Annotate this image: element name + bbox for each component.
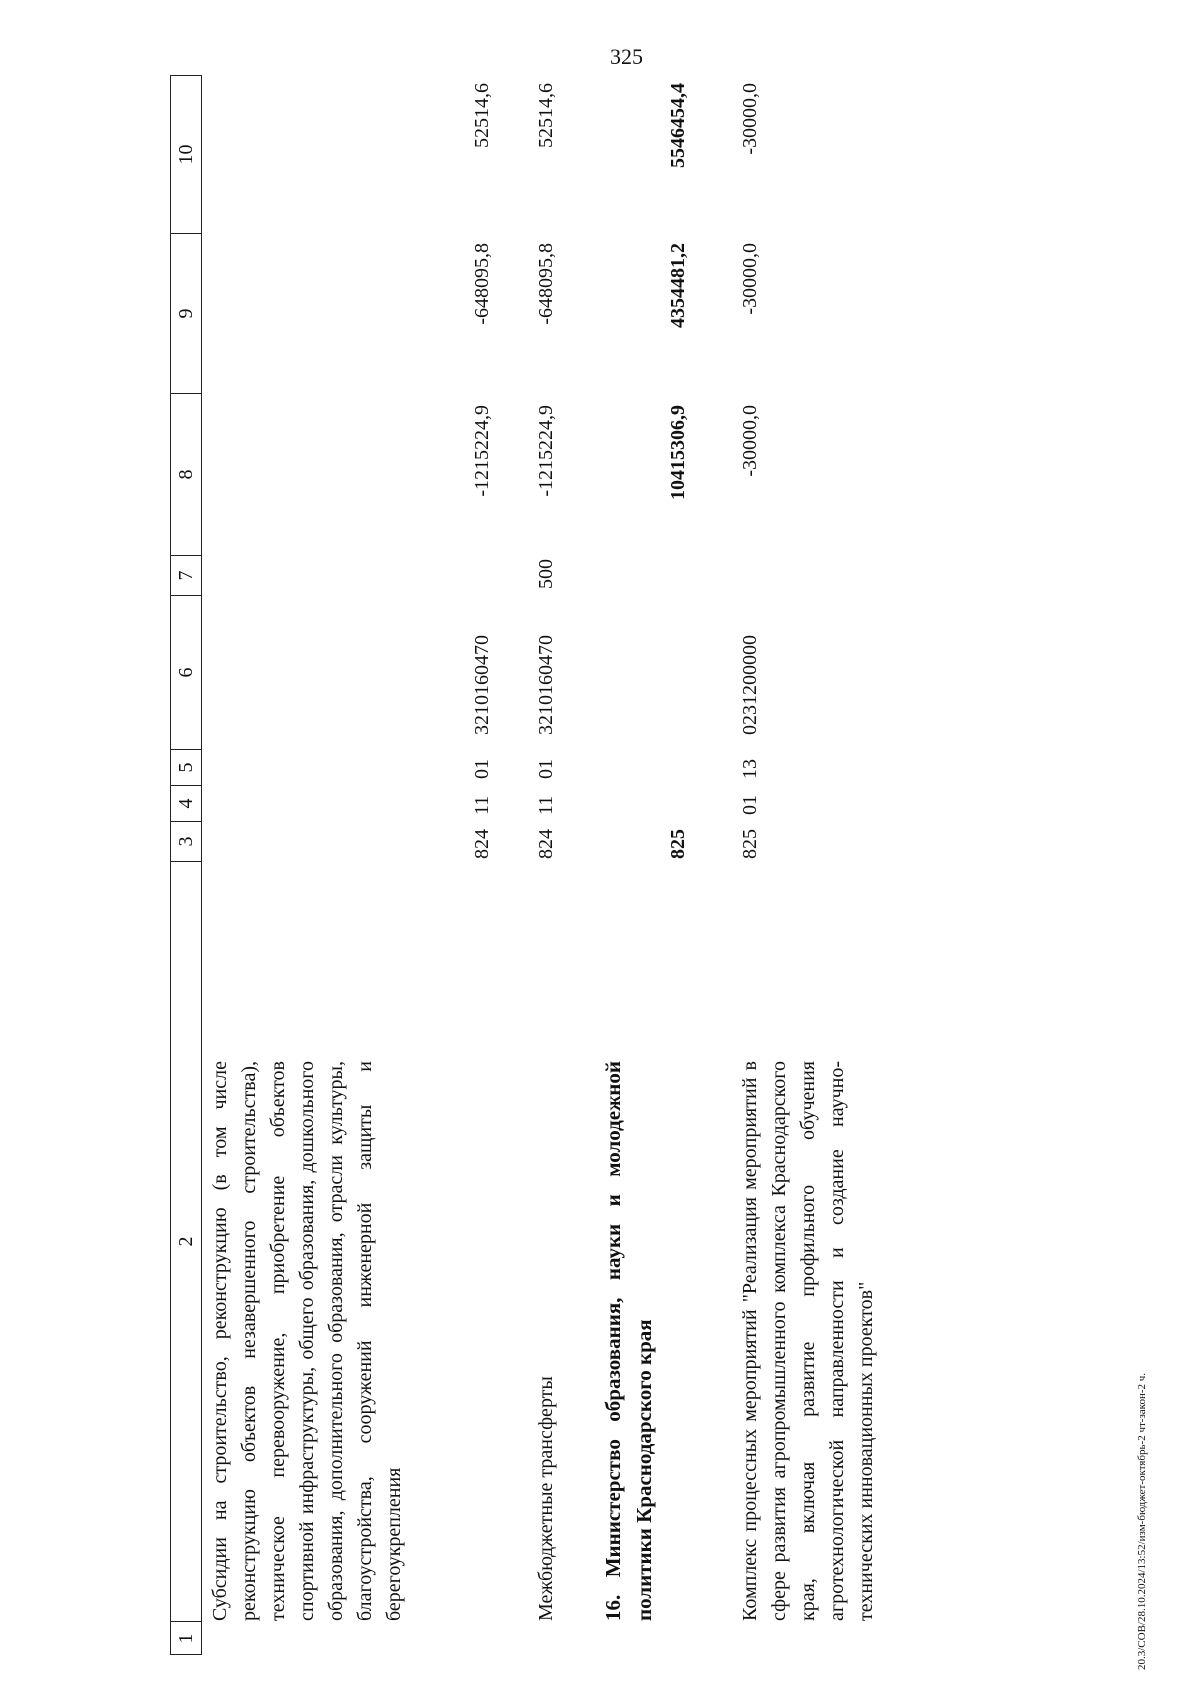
column-header-10: 10 — [170, 75, 202, 233]
column-header-6: 6 — [170, 595, 202, 749]
row-2-col-5: 01 — [535, 759, 557, 779]
row-1-col-3: 824 — [471, 829, 493, 859]
column-header-1: 1 — [170, 1621, 202, 1655]
row-1-col-9: -648095,8 — [471, 243, 493, 325]
row-1-col-5: 01 — [471, 759, 493, 779]
row-4-col-6: 0231200000 — [739, 635, 761, 735]
row-1-description: Субсидии на строительство, реконструкцию (в том числе реконструкцию объектов незавершенного строительства), техническое перевооружение, приобретение объектов спортивной инфраструктуры, общего образования, дошкольного образования, дополнительного образования, отрасли культуры, благоустройства, сооружений инженерной защиты и берегоукрепления — [209, 1061, 405, 1621]
row-1-col-8: -1215224,9 — [471, 405, 493, 497]
row-3-description: 16. Министерство образования, науки и молодежной политики Краснодарского края — [601, 1061, 656, 1621]
row-1-col-10: 52514,6 — [471, 83, 493, 148]
row-3-col-9: 4354481,2 — [667, 243, 689, 328]
row-2-col-9: -648095,8 — [535, 243, 557, 325]
row-4-col-9: -30000,0 — [739, 243, 761, 315]
column-header-2: 2 — [170, 861, 202, 1621]
row-2-col-10: 52514,6 — [535, 83, 557, 148]
row-4-col-4: 01 — [739, 795, 761, 815]
row-2-description: Межбюджетные трансферты — [535, 1376, 557, 1621]
row-4-col-5: 13 — [739, 759, 761, 779]
budget-table — [170, 75, 1070, 1655]
row-3-col-8: 10415306,9 — [667, 405, 689, 500]
row-2-col-4: 11 — [535, 795, 557, 815]
row-1-col-6: 3210160470 — [471, 635, 493, 735]
row-3-col-3: 825 — [667, 829, 689, 859]
column-header-4: 4 — [170, 785, 202, 821]
row-2-col-3: 824 — [535, 829, 557, 859]
row-4-col-10: -30000,0 — [739, 83, 761, 155]
column-header-5: 5 — [170, 749, 202, 785]
column-header-8: 8 — [170, 393, 202, 555]
column-header-3: 3 — [170, 821, 202, 861]
page-number: 325 — [610, 44, 643, 69]
column-header-9: 9 — [170, 233, 202, 393]
row-2-col-6: 3210160470 — [535, 635, 557, 735]
row-4-description: Комплекс процессных мероприятий "Реализация мероприятий в сфере развития агропромышленного комплекса Краснодарского края, включая развитие профильного обучения агротехнологической направленности и создание научно-технических инновационных проектов" — [739, 1061, 877, 1621]
document-stamp: 20.3/СОВ/28.10.2024/13:52/изм-бюджет-октябрь-2 чт-закон-2 ч. — [1136, 1372, 1148, 1670]
row-4-col-3: 825 — [739, 829, 761, 859]
row-3-col-10: 5546454,4 — [667, 83, 689, 168]
column-header-7: 7 — [170, 555, 202, 595]
row-4-col-8: -30000,0 — [739, 405, 761, 477]
row-2-col-7: 500 — [535, 559, 557, 589]
row-2-col-8: -1215224,9 — [535, 405, 557, 497]
row-1-col-4: 11 — [471, 795, 493, 815]
